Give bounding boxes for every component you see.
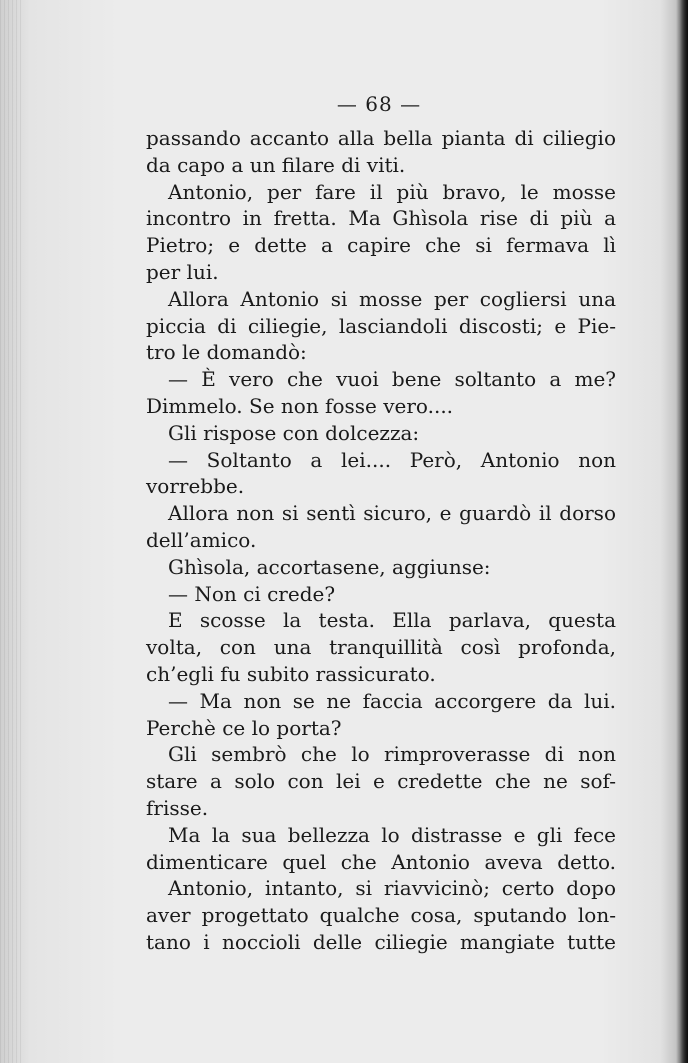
- text-line: vorrebbe.: [146, 474, 245, 499]
- text-line: — Non ci crede?: [168, 581, 336, 606]
- text-line: E scosse la testa. Ella parlava, questa: [168, 608, 616, 633]
- text-line: — È vero che vuoi bene soltanto a me?: [168, 367, 616, 392]
- text-line: Perchè ce lo porta?: [146, 715, 342, 740]
- text-line: Pietro; e dette a capire che si fermava lì: [146, 233, 616, 258]
- text-line: Dimmelo. Se non fosse vero....: [146, 393, 454, 418]
- body-text: [146, 125, 616, 956]
- text-line: Gli sembrò che lo rimproverasse di non: [168, 742, 616, 767]
- text-line: aver progettato qualche cosa, sputando lon-: [146, 903, 616, 928]
- text-line: frisse.: [146, 795, 209, 820]
- text-line: Antonio, intanto, si riavvicinò; certo dopo: [168, 876, 616, 901]
- page-number: — 68 —: [336, 92, 422, 116]
- text-line: dell’amico.: [146, 527, 257, 552]
- page-binding-shadow: [0, 0, 22, 1063]
- text-line: volta, con una tranquillità così profonda,: [146, 635, 616, 660]
- text-line: passando accanto alla bella pianta di ciliegio: [146, 126, 616, 150]
- text-line: dimenticare quel che Antonio aveva detto.: [146, 849, 616, 874]
- text-line: — Soltanto a lei.... Però, Antonio non: [168, 447, 616, 472]
- text-line: per lui.: [146, 259, 219, 284]
- text-line: Ma la sua bellezza lo distrasse e gli fece: [168, 822, 616, 847]
- text-line: tro le domandò:: [146, 340, 307, 365]
- text-line: Allora non si sentì sicuro, e guardò il dorso: [168, 501, 616, 526]
- text-line: Antonio, per fare il più bravo, le mosse: [168, 179, 616, 204]
- text-line: da capo a un filare di viti.: [146, 152, 406, 177]
- text-line: incontro in fretta. Ma Ghìsola rise di più a: [146, 206, 616, 231]
- text-line: piccia di ciliegie, lasciandoli discosti; e Pie-: [146, 313, 616, 338]
- text-line: Gli rispose con dolcezza:: [168, 420, 420, 445]
- text-line: stare a solo con lei e credette che ne sof-: [146, 769, 616, 794]
- text-line: — Ma non se ne faccia accorgere da lui.: [168, 688, 616, 713]
- text-line: ch’egli fu subito rassicurato.: [146, 661, 436, 686]
- text-line: tano i noccioli delle ciliegie mangiate tutte: [146, 929, 616, 954]
- text-line: Allora Antonio si mosse per cogliersi una: [168, 286, 616, 311]
- page-right-edge: [676, 0, 688, 1063]
- text-line: Ghìsola, accortasene, aggiunse:: [168, 554, 491, 579]
